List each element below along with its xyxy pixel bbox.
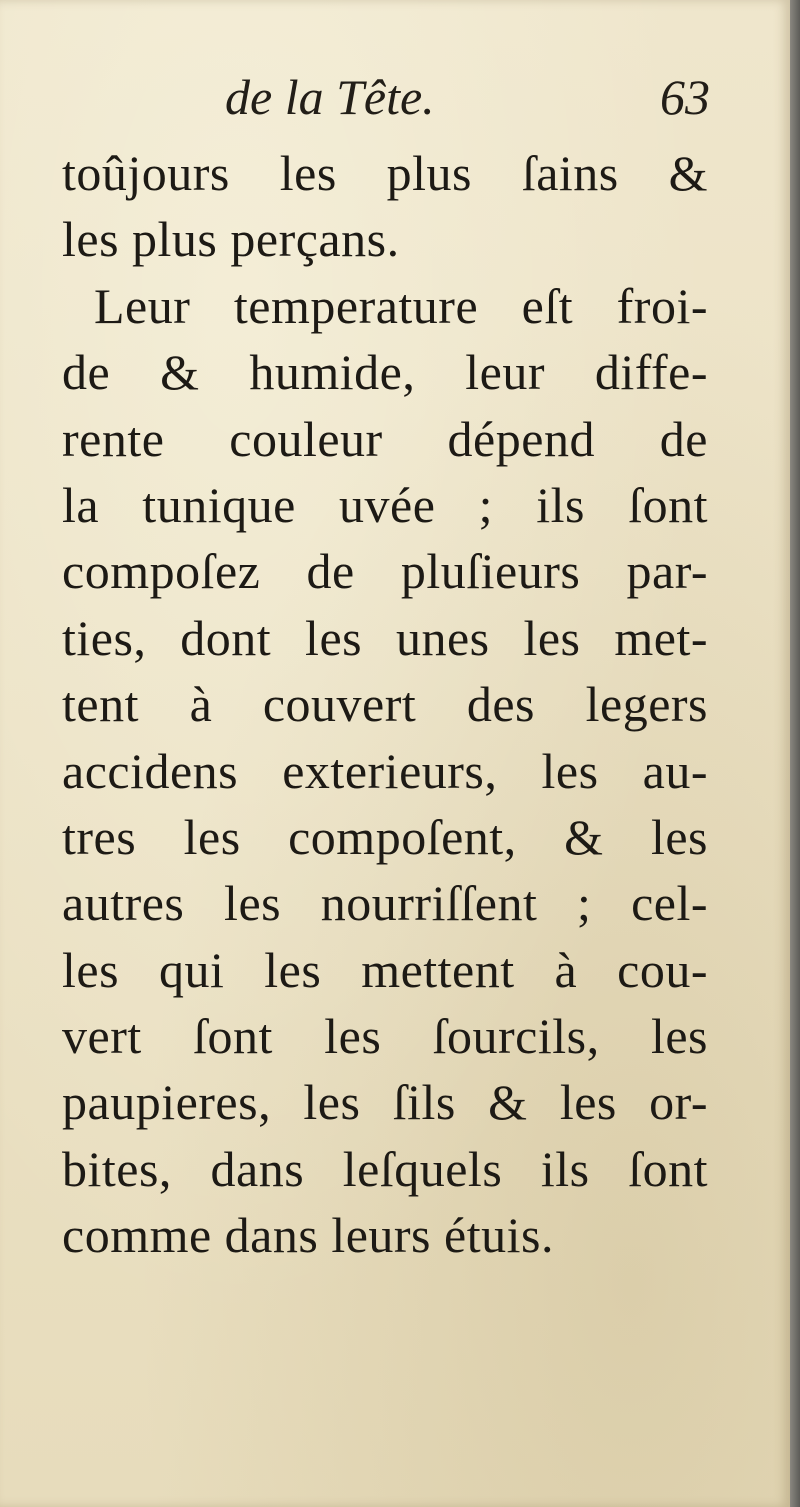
text-line: accidens exterieurs, les au- [62,742,708,799]
text-line: Leur temperature eſt froi- [94,277,708,334]
page-edge [790,0,800,1507]
text-line: les qui les mettent à cou- [62,941,708,998]
text-line: paupieres, les ſils & les or- [62,1074,708,1131]
text-line: compoſez de pluſieurs par- [62,543,708,600]
text-line: rente couleur dépend de [62,410,708,467]
text-line: de & humide, leur diffe- [62,344,708,401]
page-header [60,68,710,138]
text-line: autres les nourriſſent ; cel- [62,875,708,932]
text-line: ties, dont les unes les met- [62,609,708,666]
body-text [62,140,708,1269]
page-number: 63 [660,69,710,125]
text-line: comme dans leurs étuis. [62,1207,554,1264]
text-line: bites, dans leſquels ils ſont [62,1140,708,1197]
text-line: tent à couvert des legers [62,676,708,733]
text-line: la tunique uvée ; ils ſont [62,476,708,533]
text-line: toûjours les plus ſains & [62,145,708,201]
text-line: les plus perçans. [62,211,400,268]
text-line: vert ſont les ſourcils, les [62,1008,708,1065]
running-head: de la Tête. [225,69,435,125]
text-line: tres les compoſent, & les [62,808,708,865]
